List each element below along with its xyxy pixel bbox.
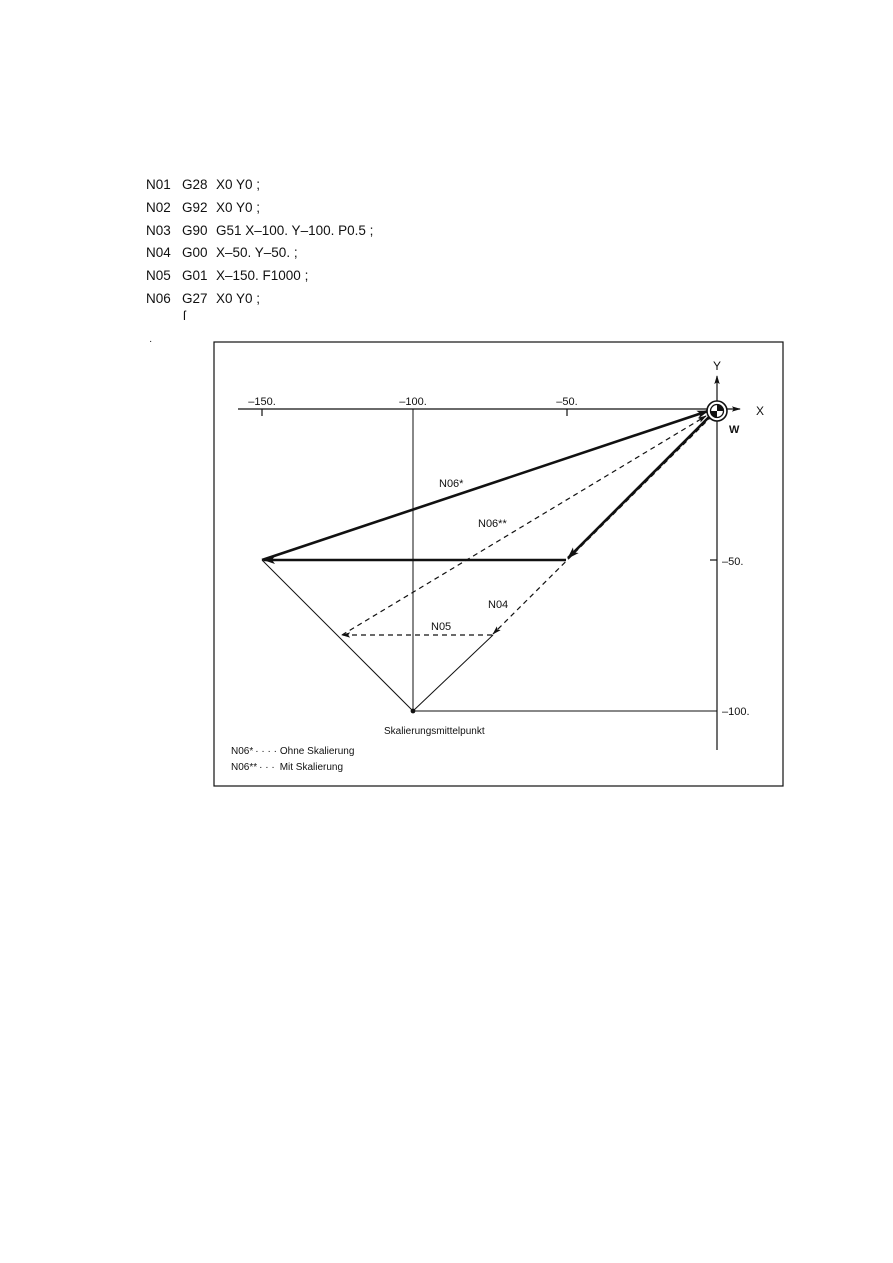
scaled-support-edge <box>413 635 493 711</box>
g-code: G00 <box>182 245 208 261</box>
y-axis-label: Y <box>713 359 722 373</box>
block-args: X0 Y0 ; <box>216 177 261 192</box>
x-axis-label: X <box>756 404 765 418</box>
path-n06-scaled <box>342 416 706 635</box>
path-n04-scaled <box>493 416 712 634</box>
legend-dots: · · · · <box>255 746 277 757</box>
y-tick-label: –50. <box>722 556 744 568</box>
y-tick-label: –100. <box>722 706 750 718</box>
block-number: N05 <box>146 268 171 284</box>
block-args: G51 X–100. Y–100. P0.5 ; <box>216 222 374 238</box>
label-n06-unscaled: N06* <box>439 478 464 490</box>
block-number: N01 <box>146 177 171 192</box>
stray-dot: · <box>149 336 153 347</box>
scaling-center-label: Skalierungsmittelpunkt <box>384 726 485 737</box>
label-n04: N04 <box>488 599 509 611</box>
legend-entry-scaled <box>231 762 343 773</box>
g-code: G90 <box>182 222 208 238</box>
origin-label: W <box>729 424 740 436</box>
legend-entry-unscaled <box>231 746 354 757</box>
scaling-center-point <box>411 709 416 714</box>
block-args: X–50. Y–50. ; <box>216 245 298 261</box>
block-number: N06 <box>146 290 171 306</box>
x-tick-label: –150. <box>248 396 276 408</box>
legend-key: N06* <box>231 746 254 757</box>
workpiece-origin-icon <box>707 401 727 421</box>
x-tick-label: –100. <box>399 396 427 408</box>
legend-text: Ohne Skalierung <box>279 746 355 757</box>
block-number: N03 <box>146 222 171 238</box>
continuation-mark: ſ <box>183 308 186 323</box>
block-args: X0 Y0 ; <box>216 199 261 215</box>
g-code: G27 <box>182 290 208 306</box>
block-number: N02 <box>146 199 171 215</box>
label-n06-scaled: N06** <box>478 518 507 530</box>
g-code: G01 <box>182 268 208 284</box>
legend-key: N06** <box>231 762 258 773</box>
block-args: X–150. F1000 ; <box>216 268 309 284</box>
g-code: G92 <box>182 199 208 215</box>
legend-text: Mit Skalierung <box>279 762 344 773</box>
block-args: X0 Y0 ; <box>216 290 261 306</box>
x-tick-label: –50. <box>556 396 578 408</box>
block-number: N04 <box>146 245 171 261</box>
label-n05: N05 <box>431 621 452 633</box>
legend-dots: · · · <box>259 762 275 773</box>
legend <box>231 746 354 773</box>
g-code: G28 <box>182 177 208 192</box>
